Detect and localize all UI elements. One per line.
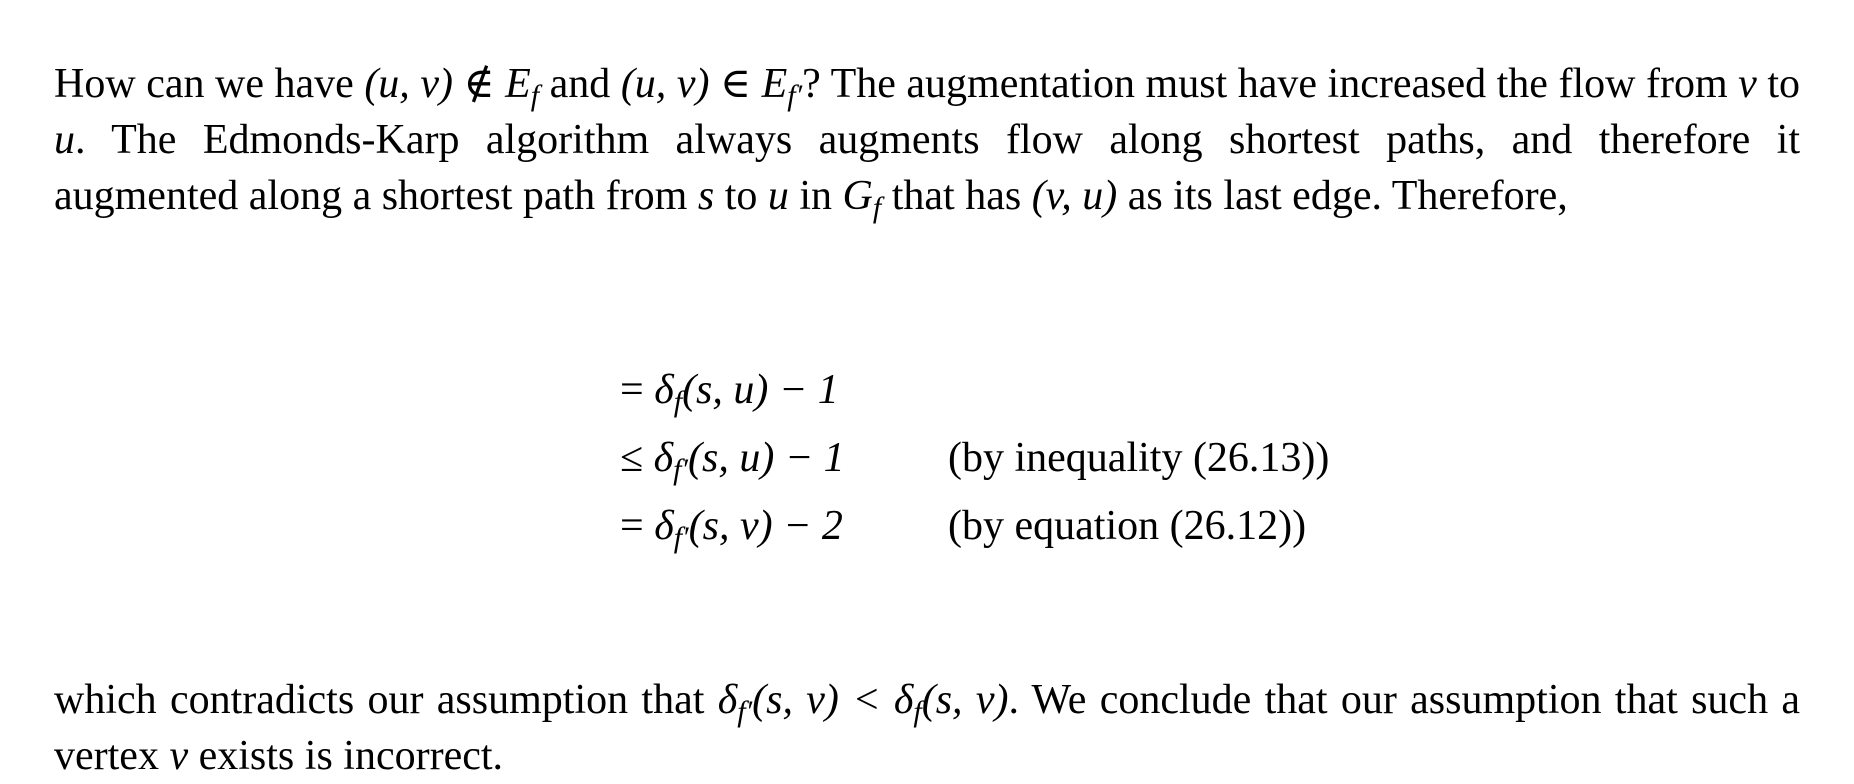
math-u: u — [54, 117, 75, 163]
text-segment: and — [539, 61, 621, 107]
text-segment: to — [714, 173, 768, 219]
equation-rhs: = δf(s, u) − 1 — [620, 367, 839, 418]
equation-reason: (by equation (26.12)) — [948, 503, 1307, 549]
math-inequality: δf′(s, v) < δf(s, v) — [717, 677, 1009, 728]
math-v: v — [169, 733, 189, 779]
text-segment: to — [1756, 61, 1801, 107]
math-gf: Gf — [842, 173, 882, 224]
equation-rhs: = δf′(s, v) − 2 — [620, 503, 843, 554]
math-u: u — [767, 173, 789, 219]
paragraph-argument — [54, 56, 1800, 224]
text-segment: ? The augmentation must have increased the flow from — [802, 61, 1739, 107]
math-edge-in-ef-prime: (u, v) ∈ Ef′ — [620, 61, 803, 112]
equation-rhs: ≤ δf′(s, u) − 1 — [620, 435, 845, 486]
text-segment: which contradicts our assumption that — [54, 677, 718, 723]
math-edge-vu: (v, u) — [1031, 173, 1118, 219]
math-v: v — [1738, 61, 1757, 107]
paragraph-conclusion — [54, 672, 1800, 784]
text-segment: . We conclude that our assumption that such a vertex — [54, 677, 1801, 779]
text-segment: How can we have — [54, 61, 365, 107]
text-segment: . The Edmonds-Karp algorithm always augments flow along shortest paths, and therefore it augmented along a shortest path from — [54, 117, 1800, 219]
text-segment: in — [788, 173, 843, 219]
aligned-equation — [0, 360, 1854, 570]
math-s: s — [697, 173, 715, 219]
math-edge-not-in-ef: (u, v) ∉ Ef — [364, 61, 540, 112]
text-segment: that has — [881, 173, 1032, 219]
equation-reason: (by inequality (26.13)) — [948, 435, 1330, 481]
text-segment: exists is incorrect. — [188, 733, 504, 779]
text-segment: as its last edge. Therefore, — [1117, 173, 1568, 219]
